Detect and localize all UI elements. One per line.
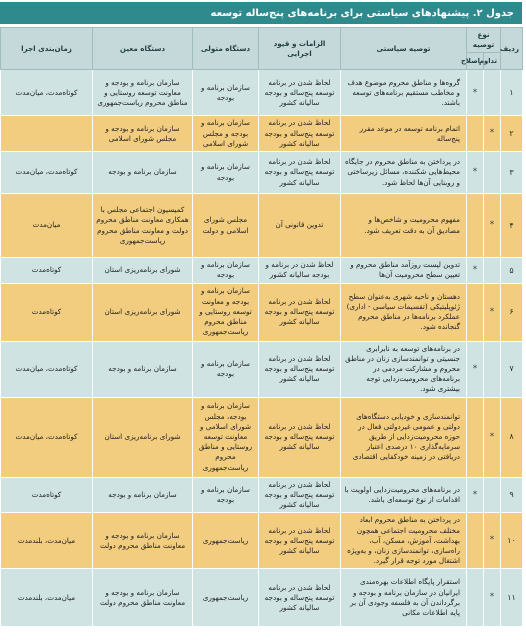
header-zamanbandi: زمان‌بندی اجرا <box>1 28 93 70</box>
policy-recommendation: توانمندسازی و خودیابی دستگاه‌های دولتی و عمومی غیردولتی فعال در حوزه محرومیت‌زدایی از طریق سرمایه‌گذاری ۱۰ درصدی اعتبار دریافتی در زمینه خودکفایی اقتصادی <box>341 397 467 477</box>
table-row <box>1 477 523 513</box>
table-row <box>1 569 523 627</box>
implementation-requirements: لحاظ شدن در برنامه توسعه پنج‌ساله و بودجه سالیانه کشور <box>259 397 341 477</box>
policy-recommendation: در پرداختن به مناطق محروم ابعاد مختلف محرومیت اجتماعی همچون بهداشت، آموزش، مسکن، آب، راه‌سازی، توانمندسازی زنان، و به‌ویژه اشتغال مورد توجه قرار گیرد. <box>341 513 467 569</box>
policy-table <box>0 27 523 627</box>
row-number: ۱ <box>501 70 523 116</box>
implementation-requirements: لحاظ شدن در برنامه و بودجه سالیانه کشور <box>259 258 341 283</box>
tadavom-mark <box>484 70 501 116</box>
policy-recommendation: دهستان و ناحیه شهری به‌عنوان سطح ژئوپلیتیکی (تقسیمات سیاسی - اداری) عملکرد برنامه‌ها در مناطق محروم گنجانده شود. <box>341 283 467 341</box>
header-dastgah-motavali: دستگاه متولی <box>193 28 259 70</box>
eslah-mark <box>467 569 484 627</box>
lead-agency: سازمان برنامه و بودجه و معاونت توسعه روستایی و مناطق محروم ریاست‌جمهوری <box>193 283 259 341</box>
eslah-mark <box>467 513 484 569</box>
supporting-agency: کمیسیون اجتماعی مجلس با همکاری معاونت مناطق محروم دولت و معاونت مناطق محروم ریاست‌جمهوری <box>93 194 193 258</box>
header-radif: ردیف <box>501 28 523 70</box>
implementation-timing <box>1 116 93 152</box>
eslah-mark <box>467 397 484 477</box>
eslah-mark: * <box>467 341 484 397</box>
policy-recommendation: در پرداختن به مناطق محروم در جایگاه محیط‌هایی شکننده، مسائل زیرساختی و روبنایی آن‌ها لحاظ شود. <box>341 152 467 194</box>
header-dastgah-moin: دستگاه معین <box>93 28 193 70</box>
supporting-agency: سازمان برنامه و بودجه و معاونت توسعه روستایی و مناطق محروم ریاست‌جمهوری <box>93 70 193 116</box>
tadavom-mark: * <box>484 116 501 152</box>
implementation-timing: کوتاه‌مدت، میان‌مدت <box>1 152 93 194</box>
policy-recommendation: مفهوم محرومیت و شاخص‌ها و مصادیق آن به دقت تعریف شود. <box>341 194 467 258</box>
policy-recommendation: گروه‌ها و مناطق محروم موضوع هدف و مخاطب مستقیم برنامه‌های توسعه باشند. <box>341 70 467 116</box>
row-number: ۸ <box>501 397 523 477</box>
supporting-agency: سازمان برنامه و بودجه <box>93 152 193 194</box>
supporting-agency: سازمان برنامه و بودجه <box>93 477 193 513</box>
row-number: ۱۱ <box>501 569 523 627</box>
row-number: ۱۰ <box>501 513 523 569</box>
implementation-requirements: لحاظ شدن در برنامه توسعه پنج‌ساله و بودجه سالیانه کشور <box>259 283 341 341</box>
header-tadavom: تداوم <box>484 53 501 70</box>
tadavom-mark <box>484 258 501 283</box>
header-tosiye-siasati: توصیه سیاستی <box>341 28 467 70</box>
lead-agency: سازمان برنامه و بودجه، مجلس شورای اسلامی و معاونت توسعه روستایی و مناطق محروم ریاست‌جمهوری <box>193 397 259 477</box>
implementation-timing: کوتاه‌مدت <box>1 258 93 283</box>
implementation-timing: کوتاه‌مدت، میان‌مدت <box>1 397 93 477</box>
tadavom-mark: * <box>484 569 501 627</box>
supporting-agency: شورای برنامه‌ریزی استان <box>93 283 193 341</box>
eslah-mark: * <box>467 70 484 116</box>
table-row <box>1 70 523 116</box>
table-row <box>1 258 523 283</box>
row-number: ۴ <box>501 194 523 258</box>
supporting-agency: شورای برنامه‌ریزی استان <box>93 397 193 477</box>
lead-agency: سازمان برنامه و بودجه <box>193 70 259 116</box>
implementation-timing: کوتاه‌مدت، میان‌مدت <box>1 70 93 116</box>
implementation-timing: میان‌مدت <box>1 194 93 258</box>
lead-agency: سازمان برنامه و بودجه <box>193 258 259 283</box>
row-number: ۶ <box>501 283 523 341</box>
lead-agency: ریاست‌جمهوری <box>193 513 259 569</box>
implementation-requirements: لحاظ شدن در برنامه توسعه پنج‌ساله و بودجه سالیانه کشور <box>259 70 341 116</box>
implementation-requirements: تدوین قانونی آن <box>259 194 341 258</box>
implementation-timing: میان‌مدت، بلندمدت <box>1 569 93 627</box>
policy-recommendation: استقرار پایگاه اطلاعات بهره‌مندی ایرانیان در سازمان برنامه و بودجه و برگرداندن آن به فلسفه وجودی آن بر پایه اطلاعات مکانی <box>341 569 467 627</box>
header-elzamat: الزامات و قیود اجرایی <box>259 28 341 70</box>
row-number: ۲ <box>501 116 523 152</box>
lead-agency: سازمان برنامه و بودجه و مجلس شورای اسلامی <box>193 116 259 152</box>
implementation-requirements: لحاظ شدن در برنامه توسعه پنج‌ساله و بودجه سالیانه کشور <box>259 116 341 152</box>
eslah-mark: * <box>467 152 484 194</box>
lead-agency: سازمان برنامه و بودجه <box>193 477 259 513</box>
row-number: ۳ <box>501 152 523 194</box>
header-eslah: اصلاح <box>467 53 484 70</box>
table-title: جدول ۲. پیشنهادهای سیاستی برای برنامه‌های پنج‌ساله توسعه <box>0 2 522 24</box>
lead-agency: سازمان برنامه و بودجه <box>193 152 259 194</box>
policy-recommendation: تدوین لیست روزآمد مناطق محروم و تعیین سطح محرومیت آن‌ها <box>341 258 467 283</box>
table-row <box>1 152 523 194</box>
row-number: ۹ <box>501 477 523 513</box>
implementation-timing: کوتاه‌مدت <box>1 283 93 341</box>
implementation-requirements: لحاظ شدن در برنامه توسعه پنج‌ساله و بودجه سالیانه کشور <box>259 477 341 513</box>
implementation-requirements: لحاظ شدن در برنامه توسعه پنج‌ساله و بودجه سالیانه کشور <box>259 569 341 627</box>
row-number: ۷ <box>501 341 523 397</box>
implementation-requirements: لحاظ شدن در برنامه توسعه پنج‌ساله و بودجه سالیانه کشور <box>259 341 341 397</box>
implementation-requirements: لحاظ شدن در برنامه توسعه پنج‌ساله و بودجه سالیانه کشور <box>259 513 341 569</box>
supporting-agency: سازمان برنامه و بودجه و معاونت مناطق محروم دولت <box>93 513 193 569</box>
supporting-agency: سازمان برنامه و بودجه و مجلس شورای اسلامی <box>93 116 193 152</box>
table-row <box>1 283 523 341</box>
table-row <box>1 341 523 397</box>
header-row <box>1 28 523 53</box>
implementation-timing: کوتاه‌مدت، میان‌مدت <box>1 341 93 397</box>
row-number: ۵ <box>501 258 523 283</box>
policy-recommendation: در برنامه‌های توسعه به نابرابری جنسیتی و توانمندسازی زنان در مناطق محروم و مشارکت مردمی در برنامه‌های محرومیت‌زدایی توجه بیشتری شود. <box>341 341 467 397</box>
tadavom-mark: * <box>484 194 501 258</box>
tadavom-mark: * <box>484 283 501 341</box>
lead-agency: ریاست‌جمهوری <box>193 569 259 627</box>
tadavom-mark <box>484 477 501 513</box>
table-row <box>1 116 523 152</box>
eslah-mark <box>467 116 484 152</box>
eslah-mark: * <box>467 477 484 513</box>
lead-agency: مجلس شورای اسلامی و دولت <box>193 194 259 258</box>
header-no-tosiye: نوع توصیه <box>467 28 501 53</box>
eslah-mark: * <box>467 258 484 283</box>
implementation-timing: میان‌مدت، بلندمدت <box>1 513 93 569</box>
table-row <box>1 513 523 569</box>
lead-agency: سازمان برنامه و بودجه <box>193 341 259 397</box>
policy-recommendation: اتمام برنامه توسعه در موعد مقرر پنج‌ساله <box>341 116 467 152</box>
implementation-requirements: لحاظ شدن در برنامه توسعه پنج‌ساله و بودجه سالیانه کشور <box>259 152 341 194</box>
supporting-agency: سازمان برنامه و بودجه و معاونت مناطق محروم دولت <box>93 569 193 627</box>
supporting-agency: سازمان برنامه و بودجه <box>93 341 193 397</box>
tadavom-mark: * <box>484 397 501 477</box>
eslah-mark <box>467 194 484 258</box>
implementation-timing: کوتاه‌مدت <box>1 477 93 513</box>
policy-recommendation: در برنامه‌های محرومیت‌زدایی اولویت با اقدامات از نوع توسعه‌ای باشد. <box>341 477 467 513</box>
table-row <box>1 194 523 258</box>
tadavom-mark <box>484 152 501 194</box>
tadavom-mark <box>484 341 501 397</box>
tadavom-mark: * <box>484 513 501 569</box>
table-row <box>1 397 523 477</box>
eslah-mark <box>467 283 484 341</box>
supporting-agency: شورای برنامه‌ریزی استان <box>93 258 193 283</box>
